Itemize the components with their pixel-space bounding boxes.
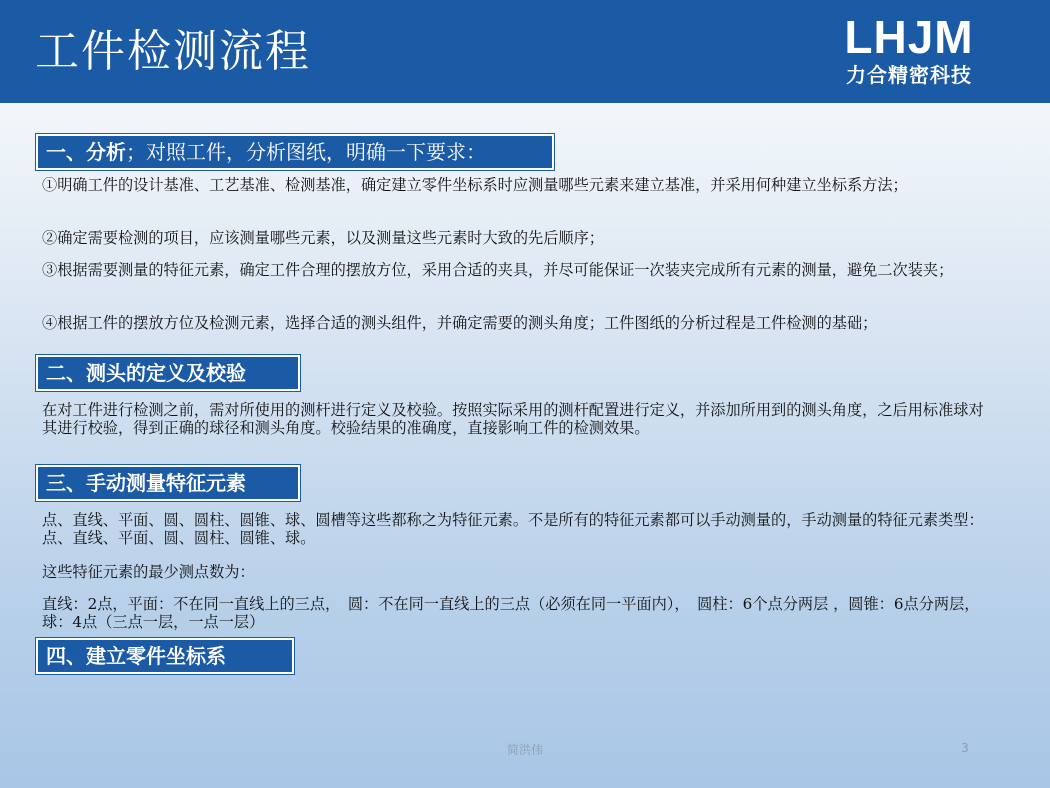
section-3-heading (36, 465, 300, 501)
section-1-item-4: ④根据工件的摆放方位及检测元素，选择合适的测头组件，并确定需要的测头角度；工件图纸的分析过程是工件检测的基础； (42, 314, 878, 332)
logo-text: LHJM (844, 11, 974, 63)
section-1-item-1: ①明确工件的设计基准、工艺基准、检测基准，确定建立零件坐标系时应测量哪些元素来建立基准，并采用何种建立坐标系方法； (42, 176, 908, 194)
logo-subtitle: 力合精密科技 (846, 63, 972, 87)
section-1-heading-strong: 一、分析 (46, 140, 126, 164)
section-3-text-1: 点、直线、平面、圆、圆柱、圆锥、球、圆槽等这些都称之为特征元素。不是所有的特征元素都可以手动测量的，手动测量的特征元素类型：点、直线、平面、圆、圆柱、圆锥、球。 (42, 511, 984, 547)
section-1-item-2: ②确定需要检测的项目，应该测量哪些元素，以及测量这些元素时大致的先后顺序； (42, 229, 604, 247)
section-3-text-2: 这些特征元素的最少测点数为： (42, 563, 255, 581)
section-1-heading (36, 134, 554, 170)
section-2-heading (36, 355, 300, 391)
section-4-heading-text: 四、建立零件坐标系 (46, 644, 226, 668)
section-1-item-3: ③根据需要测量的特征元素，确定工件合理的摆放方位，采用合适的夹具，并尽可能保证一次装夹完成所有元素的测量，避免二次装夹； (42, 261, 954, 279)
section-3-text-3: 直线：2点，平面：不在同一直线上的三点， 圆：不在同一直线上的三点（必须在同一平面内）， 圆柱：6个点分两层 ，圆锥：6点分两层，球：4点（三点一层，一点一层） (42, 595, 980, 631)
footer-author: 简洪伟 (506, 743, 543, 757)
section-2-text: 在对工件进行检测之前，需对所使用的测杆进行定义及校验。按照实际采用的测杆配置进行定义，并添加所用到的测头角度，之后用标准球对其进行校验，得到正确的球径和测头角度。校验结果的准确度，直接影响工件的检测效果。 (42, 401, 984, 437)
page-number: 3 (961, 741, 969, 755)
section-1-heading-rest: ；对照工件，分析图纸，明确一下要求： (126, 140, 486, 164)
header-bar (0, 0, 1050, 103)
section-2-heading-text: 二、测头的定义及校验 (46, 361, 246, 385)
page-title: 工件检测流程 (35, 26, 311, 77)
section-4-heading (36, 638, 294, 674)
section-3-heading-text: 三、手动测量特征元素 (46, 471, 246, 495)
